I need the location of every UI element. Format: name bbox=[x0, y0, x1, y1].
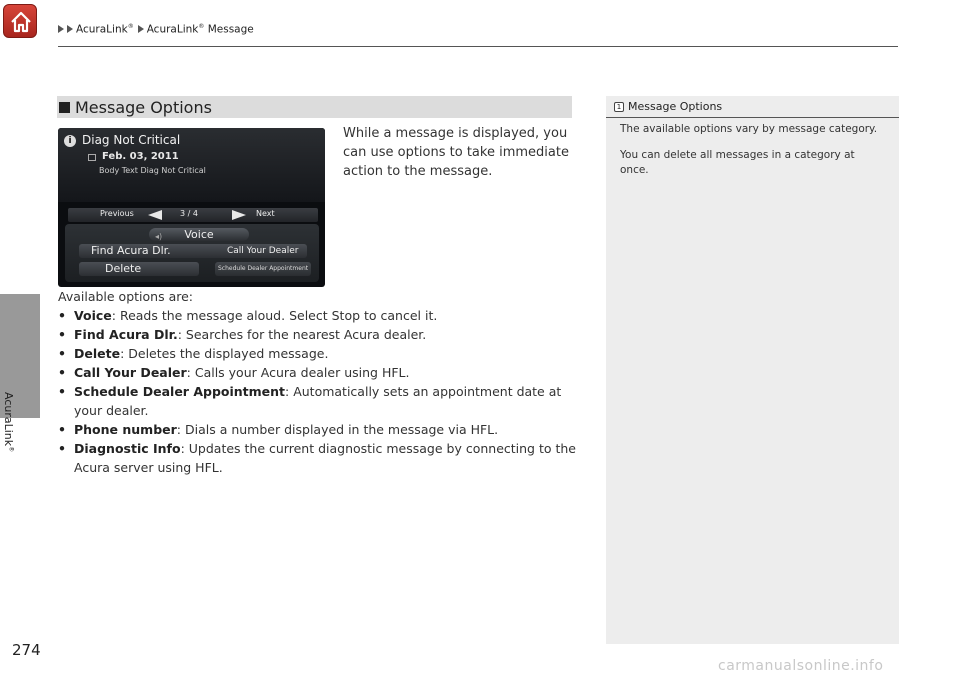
notes-sidebar bbox=[606, 96, 899, 644]
previous-button[interactable]: Previous bbox=[100, 209, 134, 218]
arrow-left-icon[interactable] bbox=[148, 210, 162, 220]
intro-text: While a message is displayed, you can use options to take immediate action to the message. bbox=[343, 126, 569, 179]
find-dealer-button[interactable]: Find Acura Dlr. bbox=[79, 244, 229, 258]
screen-header bbox=[58, 128, 325, 202]
options-list bbox=[58, 306, 588, 477]
watermark: carmanualsonline.info bbox=[718, 658, 884, 674]
chapter-tab-label: AcuraLink® bbox=[2, 392, 15, 453]
breadcrumb-arrow-icon bbox=[138, 25, 144, 33]
message-nav-bar bbox=[68, 208, 318, 222]
options-intro: Available options are: bbox=[58, 289, 193, 304]
sidebar-note: The available options vary by message category. bbox=[620, 123, 878, 135]
list-item: • Schedule Dealer Appointment: Automatically sets an appointment date at your dealer. bbox=[58, 384, 562, 418]
breadcrumb-arrow-icon bbox=[58, 25, 64, 33]
list-item: • Find Acura Dlr.: Searches for the nearest Acura dealer. bbox=[58, 327, 427, 342]
voice-button[interactable]: ◂) Voice bbox=[149, 228, 249, 241]
list-item: • Voice: Reads the message aloud. Select Stop to cancel it. bbox=[58, 308, 438, 323]
breadcrumb-item[interactable]: AcuraLink® bbox=[76, 23, 134, 36]
speaker-icon: ◂) bbox=[155, 232, 163, 241]
home-icon[interactable] bbox=[3, 4, 37, 38]
house-icon bbox=[9, 10, 33, 34]
section-title: Message Options bbox=[75, 97, 212, 117]
options-menu bbox=[65, 224, 319, 282]
next-button[interactable]: Next bbox=[256, 209, 275, 218]
breadcrumb-item[interactable]: AcuraLink® Message bbox=[146, 23, 254, 36]
section-header bbox=[57, 96, 572, 118]
list-item: • Diagnostic Info: Updates the current diagnostic message by connecting to the Acura server using HFL. bbox=[58, 441, 577, 475]
delete-button[interactable]: Delete bbox=[79, 262, 199, 276]
message-counter: 3 / 4 bbox=[180, 209, 198, 218]
info-icon: i bbox=[64, 135, 76, 147]
arrow-right-icon[interactable] bbox=[232, 210, 246, 220]
sidebar-header bbox=[606, 96, 899, 118]
breadcrumb-arrow-icon bbox=[67, 25, 73, 33]
section-square-icon bbox=[59, 102, 70, 113]
screen-body: Body Text Diag Not Critical bbox=[99, 166, 206, 175]
screen-title: Diag Not Critical bbox=[82, 133, 181, 147]
note-icon: 1 bbox=[614, 102, 624, 112]
breadcrumb bbox=[58, 23, 258, 36]
screen-date: Feb. 03, 2011 bbox=[102, 151, 179, 162]
schedule-appointment-button[interactable]: Schedule Dealer Appointment bbox=[215, 262, 311, 276]
list-item: • Call Your Dealer: Calls your Acura dealer using HFL. bbox=[58, 365, 410, 380]
sidebar-note: You can delete all messages in a category at once. bbox=[620, 149, 855, 176]
sidebar-title: Message Options bbox=[628, 100, 723, 113]
header-divider bbox=[58, 46, 898, 47]
calendar-icon bbox=[88, 154, 96, 161]
page-number: 274 bbox=[12, 641, 41, 659]
call-dealer-button[interactable]: Call Your Dealer bbox=[215, 244, 307, 258]
list-item: • Phone number: Dials a number displayed in the message via HFL. bbox=[58, 422, 499, 437]
message-screen-image bbox=[58, 128, 325, 287]
list-item: • Delete: Deletes the displayed message. bbox=[58, 346, 329, 361]
